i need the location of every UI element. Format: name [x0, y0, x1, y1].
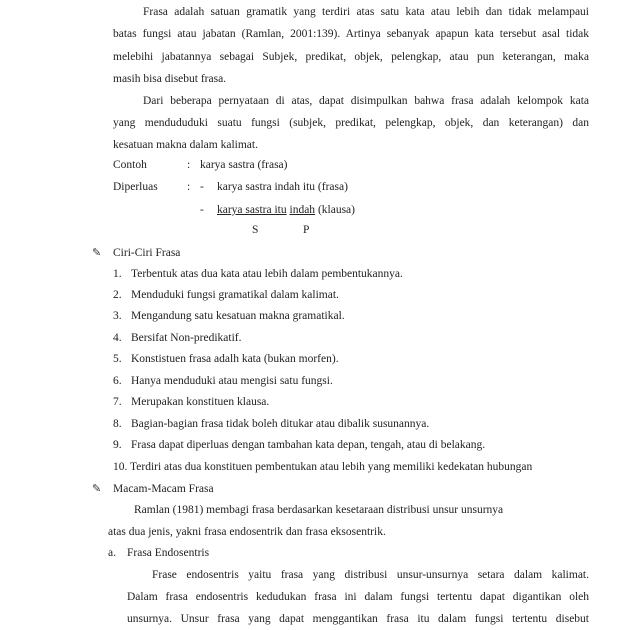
ciri-item-3-text: Mengandung satu kesatuan makna gramatikal. [131, 310, 345, 322]
diperluas-value-1: karya sastra indah itu (frasa) [217, 181, 348, 193]
endosentris-line-2: Dalam frasa endosentris kedudukan frasa ini dalam fungsi tertentu dapat digantikan oleh [127, 591, 589, 603]
sub-label: a. [108, 547, 116, 559]
endosentris-line-3: unsurnya. Unsur frasa yang dapat menggantikan frasa itu dalam fungsi tertentu disebut [127, 613, 589, 625]
contoh-label: Contoh [113, 159, 147, 171]
predicate-marker: P [303, 224, 310, 236]
paragraph1-line-2: batas fungsi atau jabatan (Ramlan, 2001:139). Artinya sebanyak apapun kata tersebut asal tidak [113, 28, 589, 40]
klausa-predicate: indah [289, 204, 316, 216]
ciri-item-6-num: 6. [113, 375, 122, 387]
klausa-suffix: (klausa) [317, 204, 355, 216]
macam-line-2: atas dua jenis, yakni frasa endosentrik dan frasa eksosentrik. [108, 526, 386, 538]
ciri-item-10-text: 10. Terdiri atas dua konstituen pembentukan atau lebih yang memiliki kedekatan hubungan [113, 461, 533, 473]
pencil-bullet-icon: ✎ [92, 483, 102, 495]
subject-marker: S [252, 224, 259, 236]
ciri-item-4-text: Bersifat Non-predikatif. [131, 332, 242, 344]
ciri-item-2-text: Menduduki fungsi gramatikal dalam kalimat. [131, 289, 339, 301]
paragraph2-line-1: Dari beberapa pernyataan di atas, dapat disimpulkan bahwa frasa adalah kelompok kata [143, 95, 589, 107]
ciri-item-1-text: Terbentuk atas dua kata atau lebih dalam pembentukannya. [131, 268, 403, 280]
ciri-item-6-text: Hanya menduduki atau mengisi satu fungsi. [131, 375, 333, 387]
ciri-item-4-num: 4. [113, 332, 122, 344]
pencil-bullet-icon: ✎ [92, 247, 102, 259]
paragraph2-line-3: kesatuan makna dalam kalimat. [113, 139, 258, 151]
ciri-item-8-num: 8. [113, 418, 122, 430]
paragraph1-line-4: masih bisa disebut frasa. [113, 73, 227, 85]
ciri-item-7-num: 7. [113, 396, 122, 408]
ciri-heading: Ciri-Ciri Frasa [113, 247, 181, 259]
ciri-item-9-num: 9. [113, 439, 122, 451]
paragraph1-line-3: melebihi jabatannya sebagai Subjek, predikat, objek, pelengkap, atau pun keterangan, maka [113, 51, 589, 63]
diperluas-label: Diperluas [113, 181, 158, 193]
ciri-item-5-num: 5. [113, 353, 122, 365]
ciri-item-9-text: Frasa dapat diperluas dengan tambahan kata depan, tengah, atau di belakang. [131, 439, 486, 451]
ciri-item-3-num: 3. [113, 310, 122, 322]
ciri-item-1-num: 1. [113, 268, 122, 280]
paragraph1-line-1: Frasa adalah satuan gramatik yang terdiri atas satu kata atau lebih dan tidak melampaui [143, 6, 589, 18]
ciri-item-8-text: Bagian-bagian frasa tidak boleh ditukar atau dibalik susunannya. [131, 418, 430, 430]
sub-heading: Frasa Endosentris [127, 547, 210, 559]
contoh-value: karya sastra (frasa) [200, 159, 288, 171]
diperluas-colon: : [187, 181, 191, 193]
paragraph2-line-2: yang mendududuki suatu fungsi (subjek, predikat, pelengkap, objek, dan keterangan) dan [113, 117, 589, 129]
macam-heading: Macam-Macam Frasa [113, 483, 214, 495]
contoh-colon: : [187, 159, 191, 171]
diperluas-dash-2: - [200, 204, 204, 216]
ciri-item-5-text: Konstistuen frasa adalh kata (bukan morfen). [131, 353, 339, 365]
ciri-item-7-text: Merupakan konstituen klausa. [131, 396, 270, 408]
macam-line-1: Ramlan (1981) membagi frasa berdasarkan kesetaraan distribusi unsur unsurnya [134, 504, 504, 516]
ciri-item-2-num: 2. [113, 289, 122, 301]
klausa-example [217, 203, 355, 217]
diperluas-dash-1: - [200, 181, 204, 193]
endosentris-line-1: Frase endosentris yaitu frasa yang distribusi unsur-unsurnya setara dalam kalimat. [152, 569, 589, 581]
klausa-subject: karya sastra itu [217, 204, 287, 216]
